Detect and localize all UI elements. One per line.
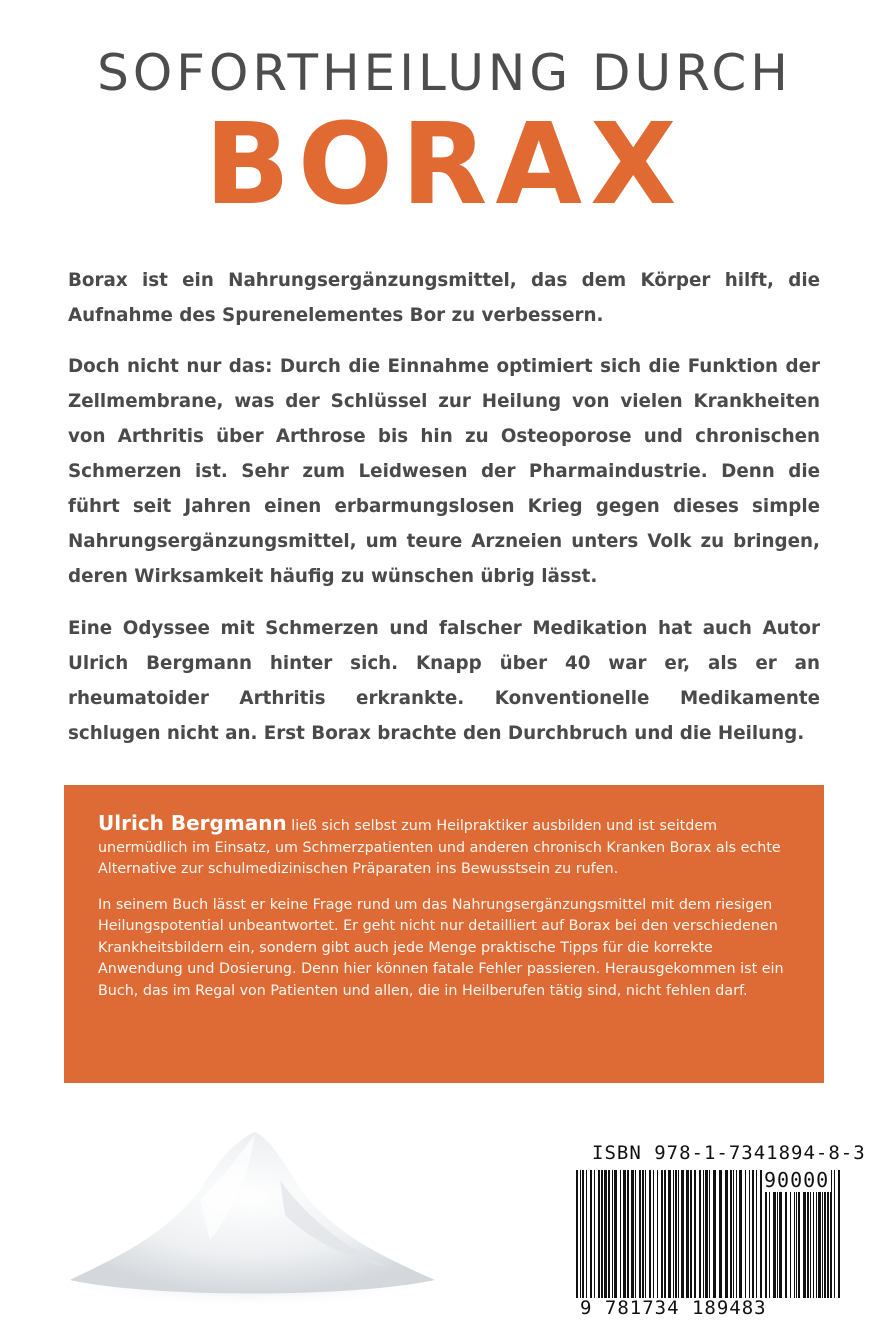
description-paragraph-2: Doch nicht nur das: Durch die Einnahme optimiert sich die Funktion der Zellmembrane, was der Schlüssel zur Heilung von vielen Krankheiten von Arthritis über Arthrose bis hin zu Osteoporose und chronischen Schmerzen ist. Sehr zum Leidwesen der Pharmaindustrie. Denn die führt seit Jahren einen erbarmungslosen Krieg gegen dieses simple Nahrungsergänzungsmittel, um teure Arzneien unters Volk zu bringen, deren Wirksamkeit häufig zu wünschen übrig lässt. (68, 356, 820, 587)
title-line-1: SOFORTHEILUNG DURCH (97, 44, 792, 102)
white-powder-pile-icon (50, 1120, 450, 1310)
isbn-label: ISBN 978-1-7341894-8-3 (592, 1142, 866, 1164)
price-code: 90000 (764, 1168, 830, 1192)
ean-digits: 9 781734 189483 (580, 1297, 767, 1319)
author-name: Ulrich Bergmann (98, 811, 287, 835)
description-paragraph-1: Borax ist ein Nahrungsergänzungsmittel, das dem Körper hilft, die Aufnahme des Spurenelementes Bor zu verbessern. (68, 270, 820, 326)
author-bio-text: ließ sich selbst zum Heilpraktiker ausbilden und ist seitdem unermüdlich im Einsatz, um Schmerzpatienten und anderen chronisch Kranken Borax als echte Alternative zur schulmedizinischen Präparaten ins Bewusstsein zu rufen. (98, 818, 781, 877)
author-bio (98, 813, 790, 881)
title-line-2: BORAX (204, 100, 685, 230)
author-info-box (64, 785, 824, 1083)
description-paragraph-3: Eine Odyssee mit Schmerzen und falscher Medikation hat auch Autor Ulrich Bergmann hinter sich. Knapp über 40 war er, als er an rheumatoider Arthritis erkrankte. Konventionelle Medikamente schlugen nicht an. Erst Borax brachte den Durchbruch und die Heilung. (68, 618, 820, 744)
book-summary: In seinem Buch lässt er keine Frage rund um das Nahrungsergänzungsmittel mit dem riesigen Heilungspotential unbeantwortet. Er geht nicht nur detailliert auf Borax bei den verschiedenen Krankheitsbildern ein, sondern gibt auch jede Menge praktische Tipps für die korrekte Anwendung und Dosierung. Denn hier können fatale Fehler passieren. Herausgekommen ist ein Buch, das im Regal von Patienten und allen, die in Heilberufen tätig sind, nicht fehlen darf. (98, 896, 784, 999)
